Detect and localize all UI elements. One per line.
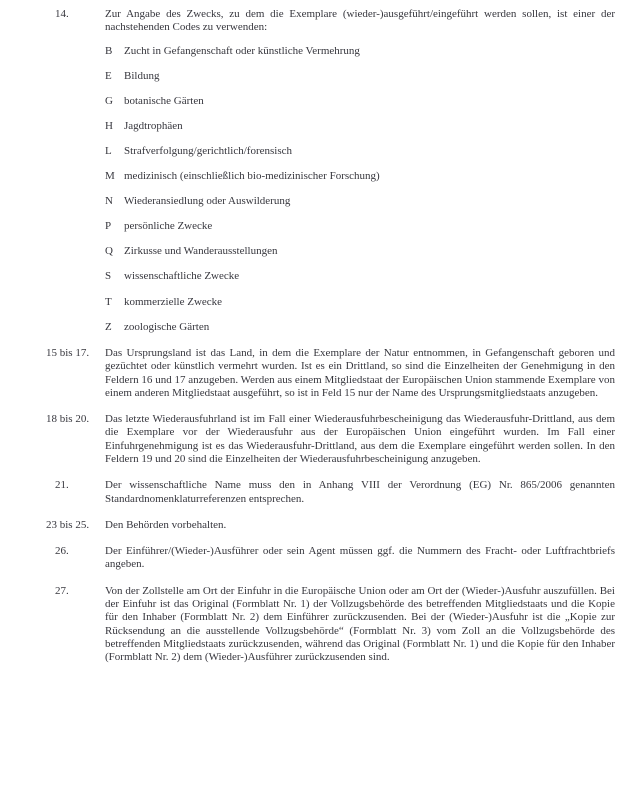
purpose-code-description: wissenschaftliche Zwecke <box>124 270 240 283</box>
purpose-code-description: Wiederansiedlung oder Auswilderung <box>124 195 291 208</box>
item-body <box>105 8 615 334</box>
purpose-code-row <box>105 95 615 108</box>
purpose-code-description: Bildung <box>124 69 160 82</box>
item-text: Der Einführer/(Wieder-)Ausführer oder sein Agent müssen ggf. die Nummern des Fracht- oder Luftfrachtbriefs angeben. <box>105 545 615 571</box>
purpose-code-letter: S <box>105 270 112 283</box>
purpose-code-description: botanische Gärten <box>124 94 204 107</box>
purpose-code-letter: Q <box>105 245 113 258</box>
purpose-code-letter: G <box>105 94 113 107</box>
purpose-code-row <box>105 321 615 334</box>
purpose-code-letter: M <box>105 170 115 183</box>
item-number: 23 bis 25. <box>46 518 90 531</box>
item-body <box>105 347 615 400</box>
purpose-code-description: kommerzielle Zwecke <box>124 295 223 308</box>
purpose-code-description: persönliche Zwecke <box>124 220 213 233</box>
item-text: Den Behörden vorbehalten. <box>105 518 227 531</box>
purpose-code-row <box>105 296 615 309</box>
purpose-code-letter: E <box>105 69 112 82</box>
purpose-code-letter: Z <box>105 320 112 333</box>
item-number: 27. <box>55 584 69 597</box>
instruction-item <box>46 413 615 466</box>
item-text: Zur Angabe des Zwecks, zu dem die Exemplare (wieder-)ausgeführt/eingeführt werden sollen, ist einer der nachstehenden Codes zu verwenden: <box>105 8 615 34</box>
item-body <box>105 519 615 532</box>
purpose-code-row <box>105 220 615 233</box>
item-number: 21. <box>55 479 69 492</box>
purpose-code-list <box>105 45 615 334</box>
instruction-item <box>46 585 615 665</box>
instruction-item <box>46 479 615 506</box>
purpose-code-row <box>105 270 615 283</box>
purpose-code-description: zoologische Gärten <box>124 320 210 333</box>
item-text: Das Ursprungsland ist das Land, in dem die Exemplare der Natur entnommen, in Gefangenschaft geboren und gezüchtet oder künstlich vermehrt wurden. Ist es ein Drittland, so sind die Einzelheiten der Genehmigung in den Feldern 16 und 17 anzugeben. Werden aus einem Mitgliedstaat der Europäischen Union stammende Exemplare von einem anderen Mitgliedstaat ausgeführt, so ist in Feld 15 nur der Name des Ursprungsmitgliedstaats anzugeben. <box>105 346 615 399</box>
item-body <box>105 545 615 572</box>
instruction-list <box>46 8 615 665</box>
purpose-code-description: medizinisch (einschließlich bio-medizinischer Forschung) <box>124 170 380 183</box>
instruction-item <box>46 545 615 572</box>
purpose-code-description: Zirkusse und Wanderausstellungen <box>124 245 278 258</box>
item-body <box>105 479 615 506</box>
purpose-code-letter: L <box>105 144 112 157</box>
purpose-code-description: Zucht in Gefangenschaft oder künstliche Vermehrung <box>124 44 360 57</box>
purpose-code-row <box>105 45 615 58</box>
purpose-code-letter: B <box>105 44 113 57</box>
purpose-code-row <box>105 70 615 83</box>
item-number: 14. <box>55 8 69 20</box>
purpose-code-row <box>105 170 615 183</box>
item-text: Der wissenschaftliche Name muss den in Anhang VIII der Verordnung (EG) Nr. 865/2006 genannten Standardnomenklaturreferenzen entsprechen. <box>105 479 615 505</box>
item-body <box>105 413 615 466</box>
item-number: 15 bis 17. <box>46 346 90 359</box>
item-number: 26. <box>55 545 69 558</box>
instruction-item <box>46 8 615 334</box>
purpose-code-row <box>105 245 615 258</box>
purpose-code-description: Strafverfolgung/gerichtlich/forensisch <box>124 144 293 157</box>
instruction-item <box>46 347 615 400</box>
item-number: 18 bis 20. <box>46 413 90 426</box>
purpose-code-letter: T <box>105 295 112 308</box>
item-text: Von der Zollstelle am Ort der Einfuhr in die Europäische Union oder am Ort der (Wieder-)Ausfuhr auszufüllen. Bei der Einfuhr ist das Original (Formblatt Nr. 1) der Vollzugsbehörde des betreffenden Mitgliedstaats und die Kopie für den Inhaber (Formblatt Nr. 2) dem Einführer zurückzusenden. Bei der (Wieder-)Ausfuhr ist die „Kopie zur Rücksendung an die ausstellende Vollzugsbehörde“ (Formblatt Nr. 3) vom Zoll an die Vollzugsbehörde des betreffenden Mitgliedstaats zurückzusenden, während das Original (Formblatt Nr. 1) und die Kopie für den Inhaber (Formblatt Nr. 2) dem (Wieder-)Ausführer zurückzusenden sind. <box>105 584 615 664</box>
item-text: Das letzte Wiederausfuhrland ist im Fall einer Wiederausfuhrbescheinigung das Wiederausfuhr-Drittland, aus dem die Exemplare vor der Wiederausfuhr aus der Europäischen Union eingeführt wurden. Im Fall einer Einfuhrgenehmigung ist es das Wiederausfuhr-Drittland, aus dem die Exemplare eingeführt werden sollen. In den Feldern 19 und 20 sind die Einzelheiten der Wiederausfuhrbescheinigung anzugeben. <box>105 413 615 465</box>
purpose-code-row <box>105 195 615 208</box>
purpose-code-row <box>105 120 615 133</box>
purpose-code-letter: H <box>105 119 113 132</box>
item-body <box>105 585 615 665</box>
instruction-item <box>46 519 615 532</box>
purpose-code-letter: N <box>105 195 113 208</box>
purpose-code-description: Jagdtrophäen <box>124 119 183 132</box>
purpose-code-letter: P <box>105 220 112 233</box>
purpose-code-row <box>105 145 615 158</box>
